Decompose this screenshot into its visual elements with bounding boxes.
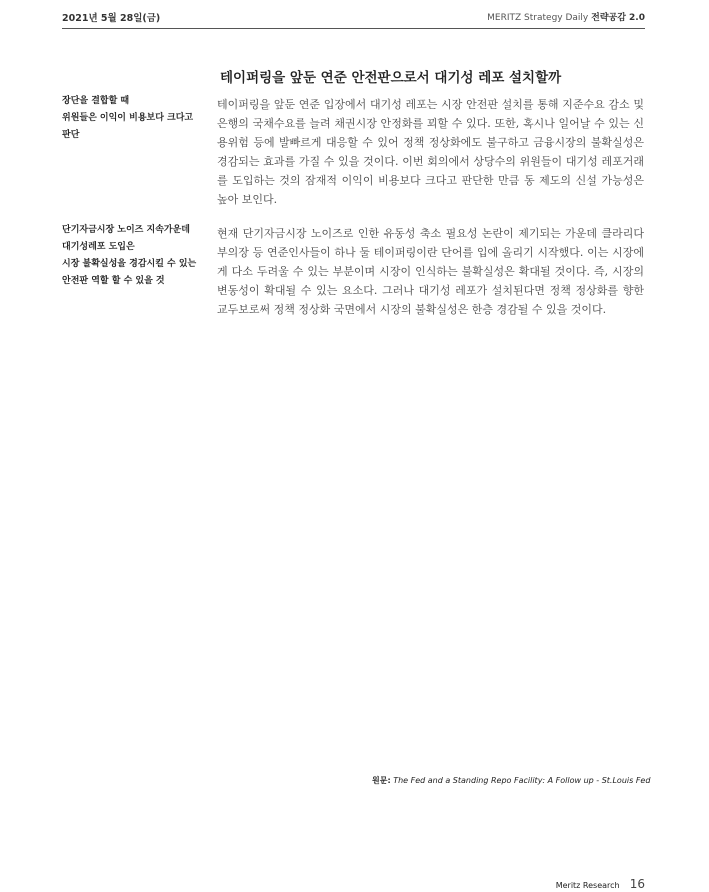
page-footer [556,873,645,892]
source-label: 원문: [372,776,391,785]
sidenote-line: 안전판 역할 할 수 있을 것 [62,276,165,286]
article-title: 테이퍼링을 앞둔 연준 안전판으로서 대기성 레포 설치할까 [220,70,562,86]
sidenote-line: 단기자금시장 노이즈 지속가운데 [62,225,190,235]
sidenote-line: 판단 [62,130,80,140]
page-number: 16 [629,877,645,891]
publication-name: MERITZ Strategy Daily [487,13,589,23]
source-title: The Fed and a Standing Repo Facility: A Follow up - St.Louis Fed [390,776,651,785]
sidenote-line: 시장 불확실성을 경감시킬 수 있는 [62,259,197,269]
header-divider [62,28,645,29]
paragraph-1: 테이퍼링을 앞둔 연준 입장에서 대기성 레포는 시장 안전판 설치를 통해 지준수요 감소 및 은행의 국채수요를 늘려 채권시장 안정화를 꾀할 수 있다. 또한, 혹시나 일어날 수 있는 신용위험 등에 발빠르게 대응할 수 있어 정책 정상화에도 불구하고 금융시장의 불확실성은 경감되는 효과를 가질 수 있을 것이다. 이번 회의에서 상당수의 위원들이 대기성 레포거래를 도입하는 것의 잠재적 이익이 비용보다 크다고 판단한 만큼 동 제도의 신설 가능성은 높아 보인다. [217,98,644,206]
publication-info [487,10,645,23]
footer-brand: Meritz Research [555,881,620,890]
sidenote-line: 대기성레포 도입은 [62,242,135,252]
sidenote-line: 위원들은 이익이 비용보다 크다고 [62,113,194,123]
sidenote-2 [62,222,212,290]
sidenote-line: 장단을 결합할 때 [62,96,130,106]
page-header [62,10,645,28]
report-date: 2021년 5월 28일(금) [62,13,161,24]
section-name: 전략공감 2.0 [591,13,645,23]
paragraph-2: 현재 단기자금시장 노이즈로 인한 유동성 축소 필요성 논란이 제기되는 가운데 클라리다 부의장 등 연준인사들이 하나 둘 테이퍼링이란 단어를 입에 올리기 시작했다. 이는 시장에게 다소 두려울 수 있는 부분이며 시장이 인식하는 불확실성은 확대될 것이다. 즉, 시장의 변동성이 확대될 수 있는 요소다. 그러나 대기성 레포가 설치된다면 정책 정상화를 향한 교두보로써 정책 정상화 국면에서 시장의 불확실성은 한층 경감될 수 있을 것이다. [217,227,644,316]
source-citation [372,775,650,786]
sidenote-1 [62,93,212,144]
